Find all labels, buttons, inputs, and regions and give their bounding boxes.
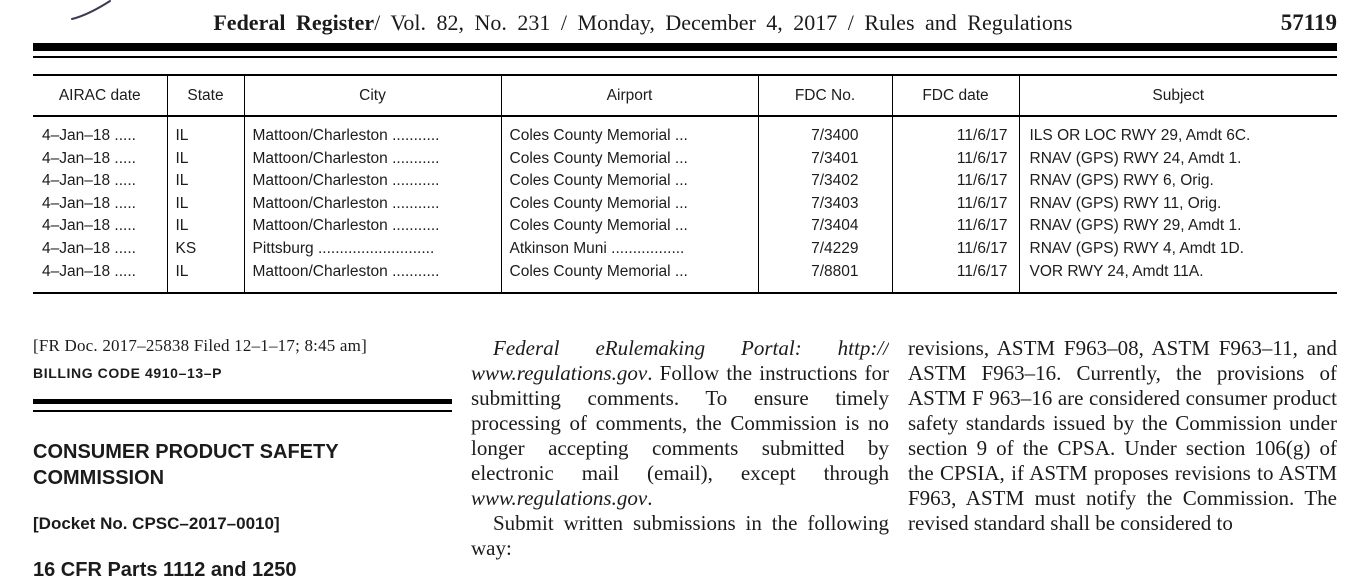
- agency-heading: CONSUMER PRODUCT SAFETY COMMISSION: [33, 440, 339, 489]
- column-header: FDC date: [892, 75, 1019, 116]
- table-row: [33, 170, 1337, 193]
- table-header-row: [33, 75, 1337, 116]
- table-cell: 7/3401: [758, 148, 892, 171]
- table-cell: 11/6/17: [892, 148, 1019, 171]
- table-row: [33, 148, 1337, 171]
- erulemaking-paragraph: [471, 336, 889, 511]
- table-cell: Mattoon/Charleston ...........: [244, 148, 501, 171]
- table-cell: Coles County Memorial ...: [501, 170, 758, 193]
- table-cell: 4–Jan–18 .....: [42, 262, 136, 280]
- table-cell: 4–Jan–18 .....: [42, 194, 136, 212]
- table-cell: Mattoon/Charleston ...........: [244, 261, 501, 294]
- faa-amendments-table: [33, 74, 1337, 294]
- masthead: [33, 0, 1337, 36]
- column-header: AIRAC date: [33, 75, 167, 116]
- top-rule-thick: [33, 43, 1337, 51]
- cfr-parts-heading: 16 CFR Parts 1112 and 1250: [33, 558, 297, 581]
- table-cell: 7/3400: [758, 116, 892, 148]
- table-cell: RNAV (GPS) RWY 4, Amdt 1D.: [1019, 238, 1337, 261]
- table-cell: 11/6/17: [892, 116, 1019, 148]
- column-header: Subject: [1019, 75, 1337, 116]
- text-columns: [33, 336, 1337, 582]
- table-cell: Coles County Memorial ...: [501, 261, 758, 294]
- table-row: [33, 193, 1337, 216]
- column-header: FDC No.: [758, 75, 892, 116]
- column-header: City: [244, 75, 501, 116]
- regulations-url: www.regulations.gov: [471, 486, 648, 511]
- astm-paragraph: revisions, ASTM F963–08, ASTM F963–11, and ASTM F963–16. Currently, the provisions of ASTM F 963–16 are considered consumer product safety standards issued by the Commission under section 9 of the CPSA. Under section 106(g) of the CPSIA, if ASTM proposes revisions to ASTM F963, ASTM must notify the Commission. The revised standard shall be considered to: [908, 336, 1337, 536]
- table-cell: Mattoon/Charleston ...........: [244, 170, 501, 193]
- portal-url-host: www.regulations.gov: [471, 361, 648, 386]
- table-cell: 7/4229: [758, 238, 892, 261]
- table-cell: 4–Jan–18 .....: [42, 127, 136, 144]
- page-number: 57119: [1280, 10, 1337, 35]
- billing-code: BILLING CODE 4910–13–P: [33, 365, 223, 382]
- table-cell: 4–Jan–18 .....: [42, 172, 136, 190]
- table-cell: Mattoon/Charleston ...........: [244, 193, 501, 216]
- table-cell: 7/3403: [758, 193, 892, 216]
- table-cell: Coles County Memorial ...: [501, 148, 758, 171]
- docket-number: [Docket No. CPSC–2017–0010]: [33, 513, 280, 533]
- right-column: [908, 336, 1337, 582]
- erulemaking-text: . Follow the instructions for submitting comments. To ensure timely processing of comments, the Commission is no longer accepting comments submitted by electronic mail (email), except through: [471, 361, 889, 486]
- table-cell: IL: [167, 170, 244, 193]
- table-cell: IL: [167, 116, 244, 148]
- table-cell: Pittsburg ...........................: [244, 238, 501, 261]
- journal-title: Federal Register: [213, 10, 375, 35]
- table-cell: Coles County Memorial ...: [501, 193, 758, 216]
- erulemaking-lead: Federal eRulemaking Portal:: [493, 336, 838, 361]
- submissions-paragraph: Submit written submissions in the following way:: [471, 511, 889, 561]
- table-cell: 11/6/17: [892, 238, 1019, 261]
- table-cell: IL: [167, 193, 244, 216]
- table-cell: RNAV (GPS) RWY 29, Amdt 1.: [1019, 215, 1337, 238]
- column-header: Airport: [501, 75, 758, 116]
- column-header: State: [167, 75, 244, 116]
- portal-url-scheme: http://: [837, 336, 889, 361]
- table-cell: RNAV (GPS) RWY 24, Amdt 1.: [1019, 148, 1337, 171]
- erulemaking-period: .: [647, 486, 653, 511]
- table-cell: Coles County Memorial ...: [501, 215, 758, 238]
- middle-column: [471, 336, 889, 582]
- section-divider-thin: [33, 410, 452, 412]
- table-cell: 4–Jan–18 .....: [42, 217, 136, 235]
- table-cell: 7/3402: [758, 170, 892, 193]
- faa-table-body: [33, 116, 1337, 293]
- table-row: [33, 116, 1337, 148]
- table-cell: Mattoon/Charleston ...........: [244, 116, 501, 148]
- table-cell: 7/3404: [758, 215, 892, 238]
- table-row: [33, 215, 1337, 238]
- pen-mark-icon: [60, 0, 130, 24]
- table-cell: 11/6/17: [892, 215, 1019, 238]
- table-row: [33, 261, 1337, 294]
- table-cell: IL: [167, 148, 244, 171]
- table-cell: KS: [167, 238, 244, 261]
- issue-info: / Vol. 82, No. 231 / Monday, December 4, 2017 / Rules and Regulations: [374, 10, 1073, 35]
- table-cell: RNAV (GPS) RWY 11, Orig.: [1019, 193, 1337, 216]
- table-cell: Coles County Memorial ...: [501, 116, 758, 148]
- table-cell: ILS OR LOC RWY 29, Amdt 6C.: [1019, 116, 1337, 148]
- table-row: [33, 238, 1337, 261]
- table-cell: 7/8801: [758, 261, 892, 294]
- masthead-title: [33, 10, 1253, 36]
- table-cell: Atkinson Muni .................: [501, 238, 758, 261]
- table-cell: 4–Jan–18 .....: [42, 149, 136, 167]
- left-column: [33, 336, 452, 582]
- table-cell: IL: [167, 261, 244, 294]
- section-divider-thick: [33, 399, 452, 404]
- table-cell: IL: [167, 215, 244, 238]
- table-cell: VOR RWY 24, Amdt 11A.: [1019, 261, 1337, 294]
- table-cell: 11/6/17: [892, 193, 1019, 216]
- top-rule-thin: [33, 56, 1337, 58]
- table-cell: RNAV (GPS) RWY 6, Orig.: [1019, 170, 1337, 193]
- table-cell: 4–Jan–18 .....: [42, 239, 136, 257]
- table-cell: 11/6/17: [892, 261, 1019, 294]
- table-cell: 11/6/17: [892, 170, 1019, 193]
- fr-doc-line: [FR Doc. 2017–25838 Filed 12–1–17; 8:45 am]: [33, 336, 367, 356]
- table-cell: Mattoon/Charleston ...........: [244, 215, 501, 238]
